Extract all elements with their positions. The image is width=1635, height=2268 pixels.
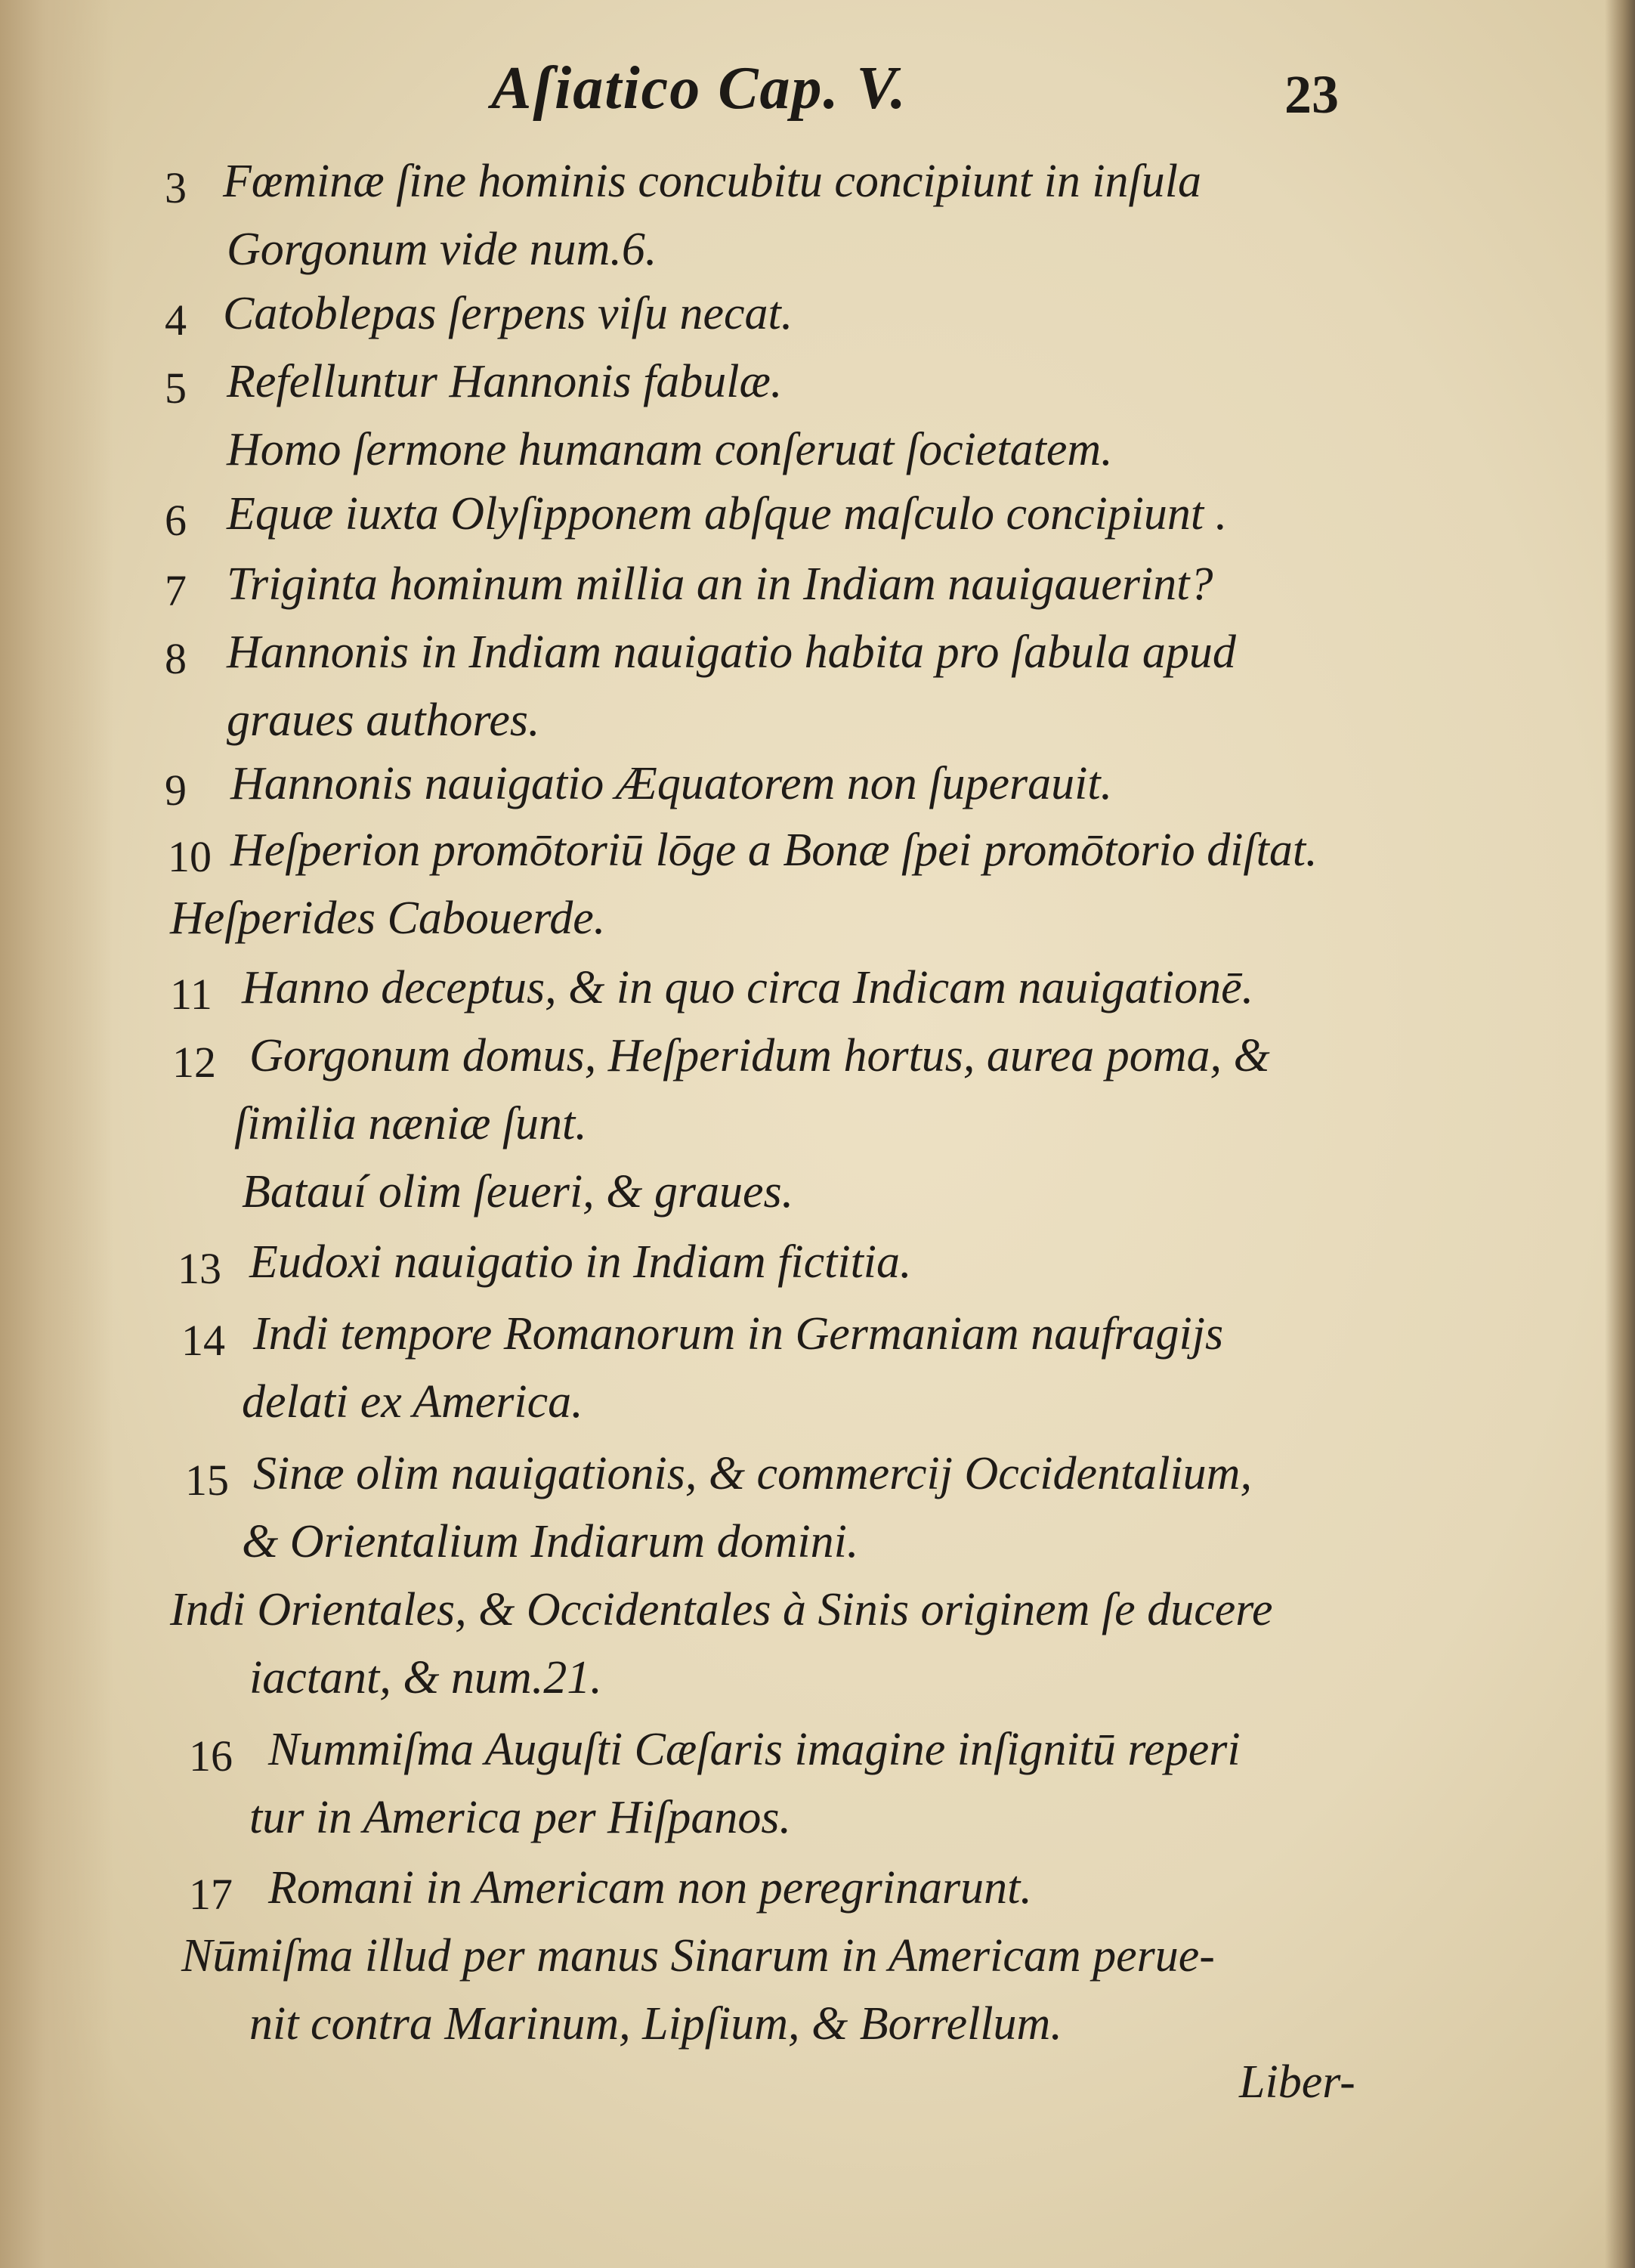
entry-number: 7 [165,566,187,615]
entry-line: Heſperides Cabouerde. [170,893,606,944]
entry-line: Batauí olim ſeueri, & graues. [242,1166,794,1218]
entry-number: 10 [168,832,212,881]
entry-line: Nūmiſma illud per manus Sinarum in Americam perue- [181,1930,1215,1982]
entry-line: Nummiſma Auguſti Cæſaris imagine inſignitū reperi [268,1724,1241,1775]
catchword: Liber- [1239,2056,1355,2108]
entry-line: graues authores. [227,695,540,746]
entry-line: Fœminæ ſine hominis concubitu concipiunt in inſula [223,156,1202,207]
entry-number: 6 [165,496,187,545]
entry-number: 11 [170,970,212,1019]
entry-line: Hannonis nauigatio Æquatorem non ſuperauit. [230,758,1113,809]
page-gutter-shadow [0,0,113,2268]
entry-line: Romani in Americam non peregrinarunt. [268,1862,1032,1914]
entry-line: Eudoxi nauigatio in Indiam fictitia. [249,1236,912,1288]
entry-line: Catoblepas ſerpens viſu necat. [223,288,793,339]
entry-line: Homo ſermone humanam conſeruat ſocietatem. [227,424,1113,475]
running-head: Aſiatico Cap. V. [491,55,907,122]
entry-number: 4 [165,295,187,345]
entry-number: 3 [165,163,187,212]
entry-line: iactant, & num.21. [249,1652,602,1703]
entry-line: nit contra Marinum, Lipſium, & Borrellum. [249,1998,1062,2050]
entry-line: tur in America per Hiſpanos. [249,1792,791,1843]
entry-line: Hannonis in Indiam nauigatio habita pro ſabula apud [227,627,1236,678]
entry-line: Equæ iuxta Olyſipponem abſque maſculo concipiunt . [227,488,1228,540]
entry-number: 12 [172,1038,216,1087]
page-number: 23 [1284,64,1339,125]
entry-line: & Orientalium Indiarum domini. [242,1516,859,1567]
entry-number: 8 [165,634,187,683]
entry-line: Indi Orientales, & Occidentales à Sinis originem ſe ducere [170,1584,1273,1635]
entry-line: Heſperion promōtoriū lōge a Bonæ ſpei promōtorio diſtat. [230,825,1318,876]
entry-number: 17 [189,1870,233,1919]
entry-number: 15 [185,1456,229,1505]
entry-number: 9 [165,766,187,815]
entry-line: Sinæ olim nauigationis, & commercij Occidentalium, [253,1448,1252,1499]
entry-line: delati ex America. [242,1376,583,1428]
entry-number: 16 [189,1731,233,1781]
entry-line: Hanno deceptus, & in quo circa Indicam nauigationē. [242,962,1254,1013]
entry-number: 13 [178,1244,221,1293]
entry-line: Triginta hominum millia an in Indiam nauigauerint? [227,558,1213,610]
entry-line: Gorgonum domus, Heſperidum hortus, aurea poma, & [249,1030,1270,1081]
entry-line: ſimilia næniæ ſunt. [234,1098,587,1149]
entry-number: 14 [181,1316,225,1365]
entry-line: Gorgonum vide num.6. [227,224,657,275]
entry-line: Refelluntur Hannonis fabulæ. [227,356,783,407]
page-edge-shadow [1605,0,1635,2268]
entry-line: Indi tempore Romanorum in Germaniam naufragijs [253,1308,1224,1360]
entry-number: 5 [165,364,187,413]
